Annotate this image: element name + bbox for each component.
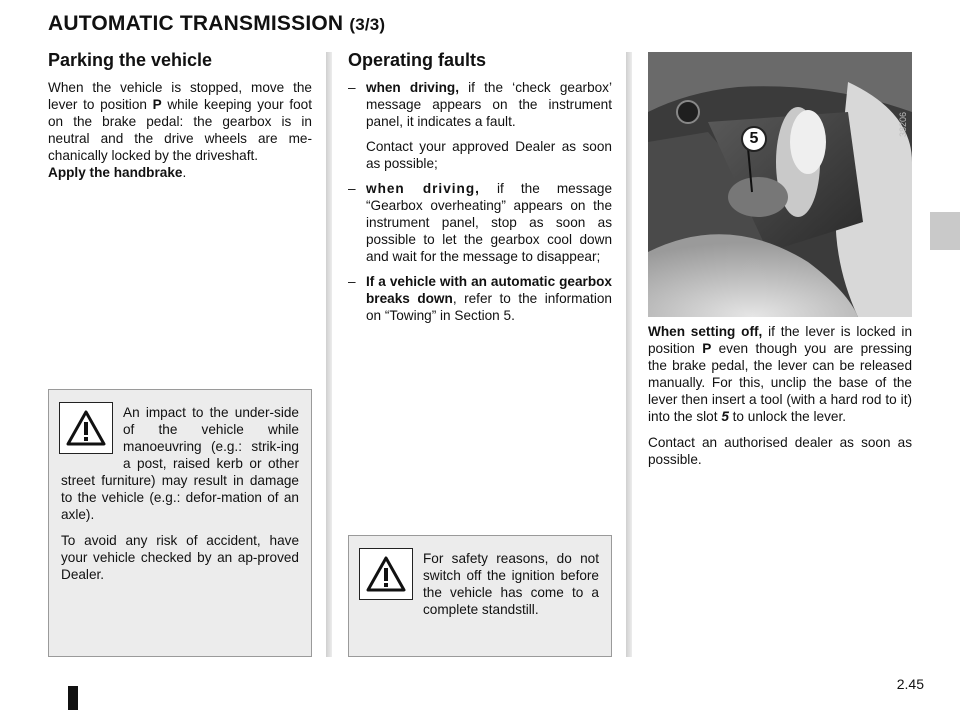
warning-impact-text: An impact to the under-side of the vehicle while manoeuvring (e.g.: strik-ing a post, raised kerb or other street furniture) may result in damage to the vehicle (e.g.: defor-mation of an axle).: [61, 405, 299, 522]
list-item: – when driving, if the message “Gearbox overheating” appears on the instrument panel, stop as soon as possible to let the gearbox cool down and wait for the message to disappear;: [348, 180, 612, 265]
page-title-suffix: (3/3): [349, 15, 386, 34]
page-title-text: AUTOMATIC TRANSMISSION: [48, 12, 344, 35]
column-divider-1: [326, 52, 332, 657]
warning-triangle-icon: [59, 402, 113, 454]
photo-reference-number: 38206: [898, 112, 908, 138]
corner-mark: [68, 686, 78, 710]
page-title: [48, 12, 385, 36]
page-number: 2.45: [896, 676, 924, 692]
warning-dealer-text: To avoid any risk of accident, have your vehicle checked by an ap-proved Dealer.: [61, 533, 299, 582]
column-divider-2: [626, 52, 632, 657]
parking-text: [48, 79, 312, 190]
setting-off-text: [648, 323, 912, 477]
callout-label: 5: [741, 126, 767, 152]
parking-paragraph-1: When the vehicle is stopped, move the lever to position P while keeping your foot on the brake pedal: the gearbox is in neutral and the drive wheels are me-chanically locked by the driveshaft. Apply the handbrake.: [48, 80, 312, 180]
faults-text: [348, 79, 612, 332]
warning-ignition-text: For safety reasons, do not switch off the ignition before the vehicle has come to a complete standstill.: [423, 551, 599, 617]
faults-list: [348, 79, 612, 324]
warning-box-impact: [48, 389, 312, 657]
parking-heading: Parking the vehicle: [48, 50, 213, 70]
warning-box-ignition: [348, 535, 612, 657]
setting-off-paragraph-2: Contact an authorised dealer as soon as possible.: [648, 435, 912, 467]
warning-triangle-icon: [359, 548, 413, 600]
faults-heading: Operating faults: [348, 50, 487, 70]
handbrake-instruction: Apply the handbrake: [48, 165, 183, 180]
gear-lever-illustration: [648, 52, 912, 317]
section-thumb-tab: [930, 212, 960, 250]
setting-off-paragraph-1: When setting off, if the lever is locked in position P even though you are pressing the brake pedal, the lever can be released manually. For this, unclip the base of the lever then insert a tool (with a hard rod to it) into the slot 5 to unlock the lever.: [648, 324, 912, 424]
list-item: – when driving, if the ‘check gearbox’ message appears on the instrument panel, it indicates a fault. Contact your approved Dealer as soon as possible;: [348, 79, 612, 172]
list-item: – If a vehicle with an automatic gearbox breaks down, refer to the information on “Towing” in Section 5.: [348, 273, 612, 324]
gear-lever-photo: [648, 52, 912, 317]
